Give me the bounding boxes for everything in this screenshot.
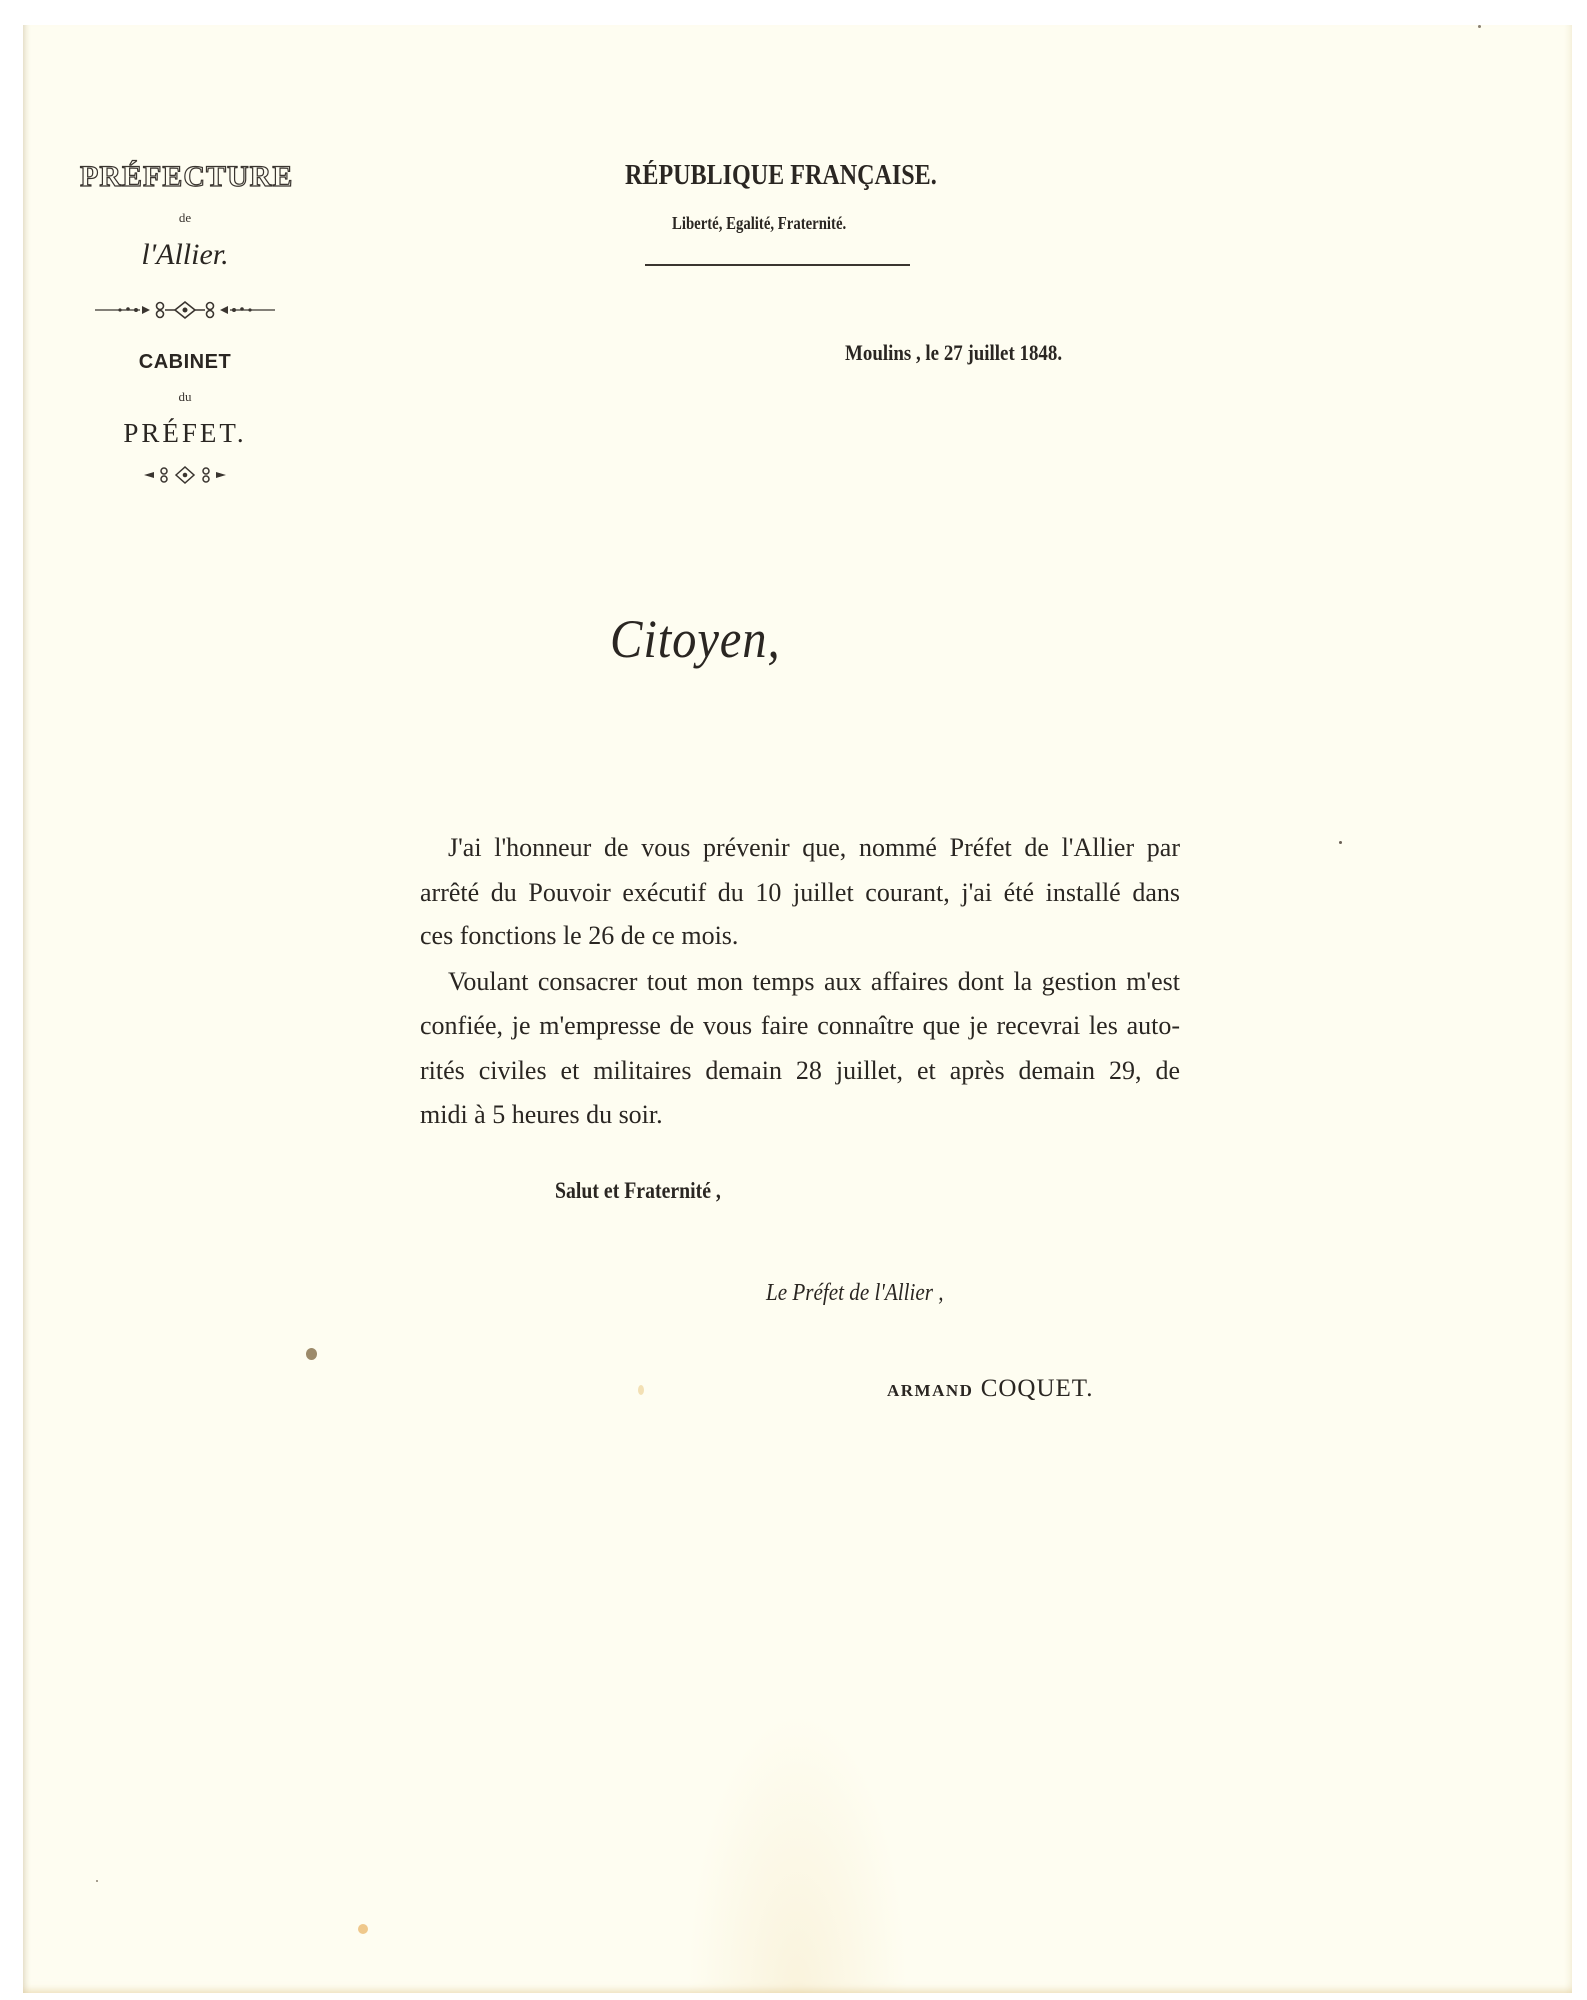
du-label: du [178,389,192,404]
cabinet-label: CABINET [138,351,232,373]
dust-spot [1339,841,1342,844]
body-line: confiée, je m'empresse de vous faire connaître que je recevrai les auto- [420,1011,1180,1040]
ornament-divider-icon [80,300,290,320]
salutation: Citoyen, [610,609,781,669]
department-name: l'Allier. [141,238,229,271]
national-motto: Liberté, Egalité, Fraternité. [672,213,847,233]
ink-spot [306,1348,317,1360]
body-line: Voulant consacrer tout mon temps aux affaires dont la gestion m'est [448,967,1180,996]
stain-spot [358,1924,368,1934]
signoff-title: Le Préfet de l'Allier , [766,1280,944,1306]
body-line: J'ai l'honneur de vous prévenir que, nommé Préfet de l'Allier par [448,833,1180,862]
signature-last-name: COQUET. [980,1375,1094,1402]
body-line: arrêté du Pouvoir exécutif du 10 juillet courant, j'ai été installé dans [420,878,1180,907]
stain-spot [638,1385,644,1395]
de-label: de [178,210,192,225]
body-line: midi à 5 heures du soir. [420,1100,663,1129]
ornament-small-icon [140,465,230,485]
signature-first-name: ARMAND [887,1381,974,1400]
signature [887,1375,1093,1403]
paper-sheet [23,25,1572,1993]
prefecture-heading: PRÉFECTURE [80,160,294,193]
body-line: ces fonctions le 26 de ce mois. [420,921,739,950]
republic-heading: RÉPUBLIQUE FRANÇAISE. [625,160,937,191]
date-line: Moulins , le 27 juillet 1848. [845,340,1063,365]
prefet-label: PRÉFET. [123,418,247,448]
header-rule [645,264,910,266]
dust-spot [96,1880,98,1882]
body-line: rités civiles et militaires demain 28 juillet, et après demain 29, de [420,1056,1180,1085]
dust-spot [1478,25,1481,28]
closing-formula: Salut et Fraternité , [555,1178,721,1203]
